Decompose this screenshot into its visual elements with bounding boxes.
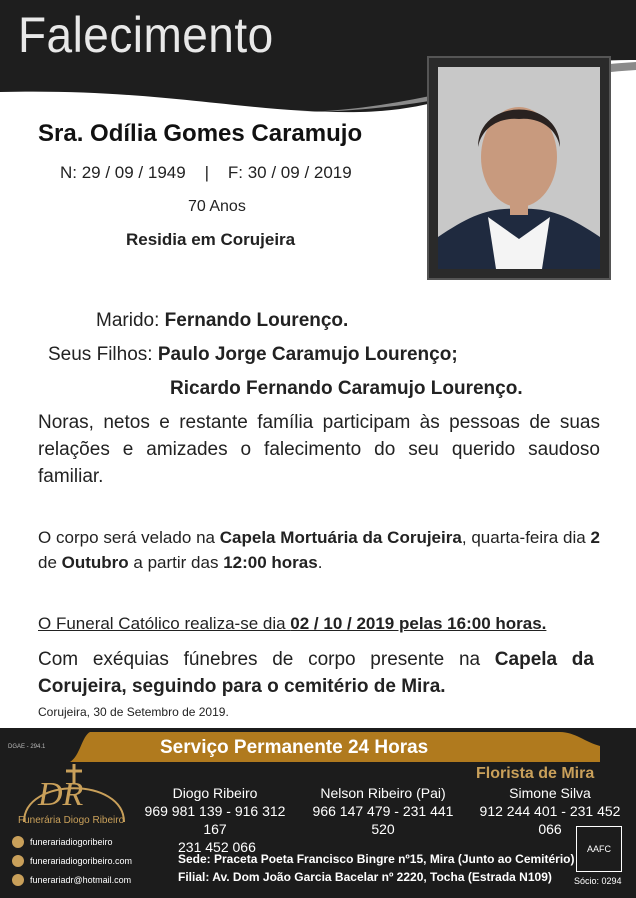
contact-diogo [140,784,290,856]
wake-time: 12:00 horas [223,553,318,572]
contact-phones: 966 147 479 - 231 441 520 [312,803,454,837]
wake-text-part: de [38,553,62,572]
social-website[interactable] [12,855,132,867]
email-icon [12,874,24,886]
residence: Residia em Corujeira [126,230,296,249]
wake-place: Capela Mortuária da Corujeira [219,528,462,547]
globe-icon [12,855,24,867]
wake-day: 2 [590,528,600,547]
logo-initials: DR [38,776,84,813]
birth-death-dates: N: 29 / 09 / 1949 | F: 30 / 09 / 2019 [60,163,352,182]
wake-text-part: , quarta-feira dia [461,528,591,547]
child-1-name: Paulo Jorge Caramujo Lourenço; [157,344,458,365]
children-label: Seus Filhos: [48,344,153,365]
dgae-code: DGAE - 294.1 [8,744,46,750]
contact-nelson [303,784,463,838]
aafc-badge: AAFC [576,826,622,872]
child-2-name: Ricardo Fernando Caramujo Lourenço. [170,378,523,399]
social-email[interactable] [12,874,131,886]
deceased-name: Sra. Odília Gomes Caramujo [38,120,363,147]
husband-label: Marido: [96,310,160,331]
husband-name: Fernando Lourenço. [164,310,349,331]
funeral-line [38,614,546,634]
contact-name: Diogo Ribeiro [172,785,258,801]
age: 70 Anos [188,198,246,215]
address-sede: Sede: Praceta Poeta Francisco Bingre nº15, Mira (Junto ao Cemitério) [178,852,575,866]
address-filial: Filial: Av. Dom João Garcia Bacelar nº 2220, Tocha (Estrada N109) [178,870,552,884]
wake-text-part: O corpo será velado na [38,528,220,547]
portrait-frame [427,56,611,280]
contact-name: Simone Silva [509,785,591,801]
children-line-2 [170,378,523,400]
funeral-prefix: O Funeral Católico realiza-se dia [38,614,291,633]
exequias-place: Capela da Corujeira, seguindo para o cemitério de Mira. [38,649,594,697]
funeral-when: 02 / 10 / 2019 pelas 16:00 horas. [290,614,547,633]
logo-name: Funerária Diogo Ribeiro [18,815,125,826]
exequias-text [38,646,594,700]
contact-phones: 912 244 401 - 231 452 066 [479,803,621,837]
social-label: funerariadiogoribeiro [30,837,113,847]
wake-text [38,525,600,575]
dateline: Corujeira, 30 de Setembro de 2019. [38,705,229,719]
facebook-icon [12,836,24,848]
service-banner: Serviço Permanente 24 Horas [160,737,429,758]
children-line [48,344,458,366]
page-title: Falecimento [18,7,274,63]
husband-line [96,310,348,332]
exequias-prefix: Com exéquias fúnebres de corpo presente na [38,649,495,670]
contact-phone-2: 231 452 066 [178,839,256,855]
contact-name: Nelson Ribeiro (Pai) [320,785,446,801]
wake-text-part: . [317,553,323,572]
social-label: funerariadiogoribeiro.com [30,856,133,866]
contact-phones: 969 981 139 - 916 312 167 [144,803,286,837]
social-facebook[interactable] [12,836,113,848]
socio-number: Sócio: 0294 [574,876,622,886]
wake-month: Outubro [61,553,129,572]
social-label: funerariadr@hotmail.com [30,875,132,885]
florista-title: Florista de Mira [476,765,595,782]
announcement-text: Noras, netos e restante família participam às pessoas de suas relações e amizades o falecimento do seu querido saudoso familiar. [38,412,600,487]
portrait-photo [438,67,600,269]
wake-text-part: a partir das [128,553,224,572]
